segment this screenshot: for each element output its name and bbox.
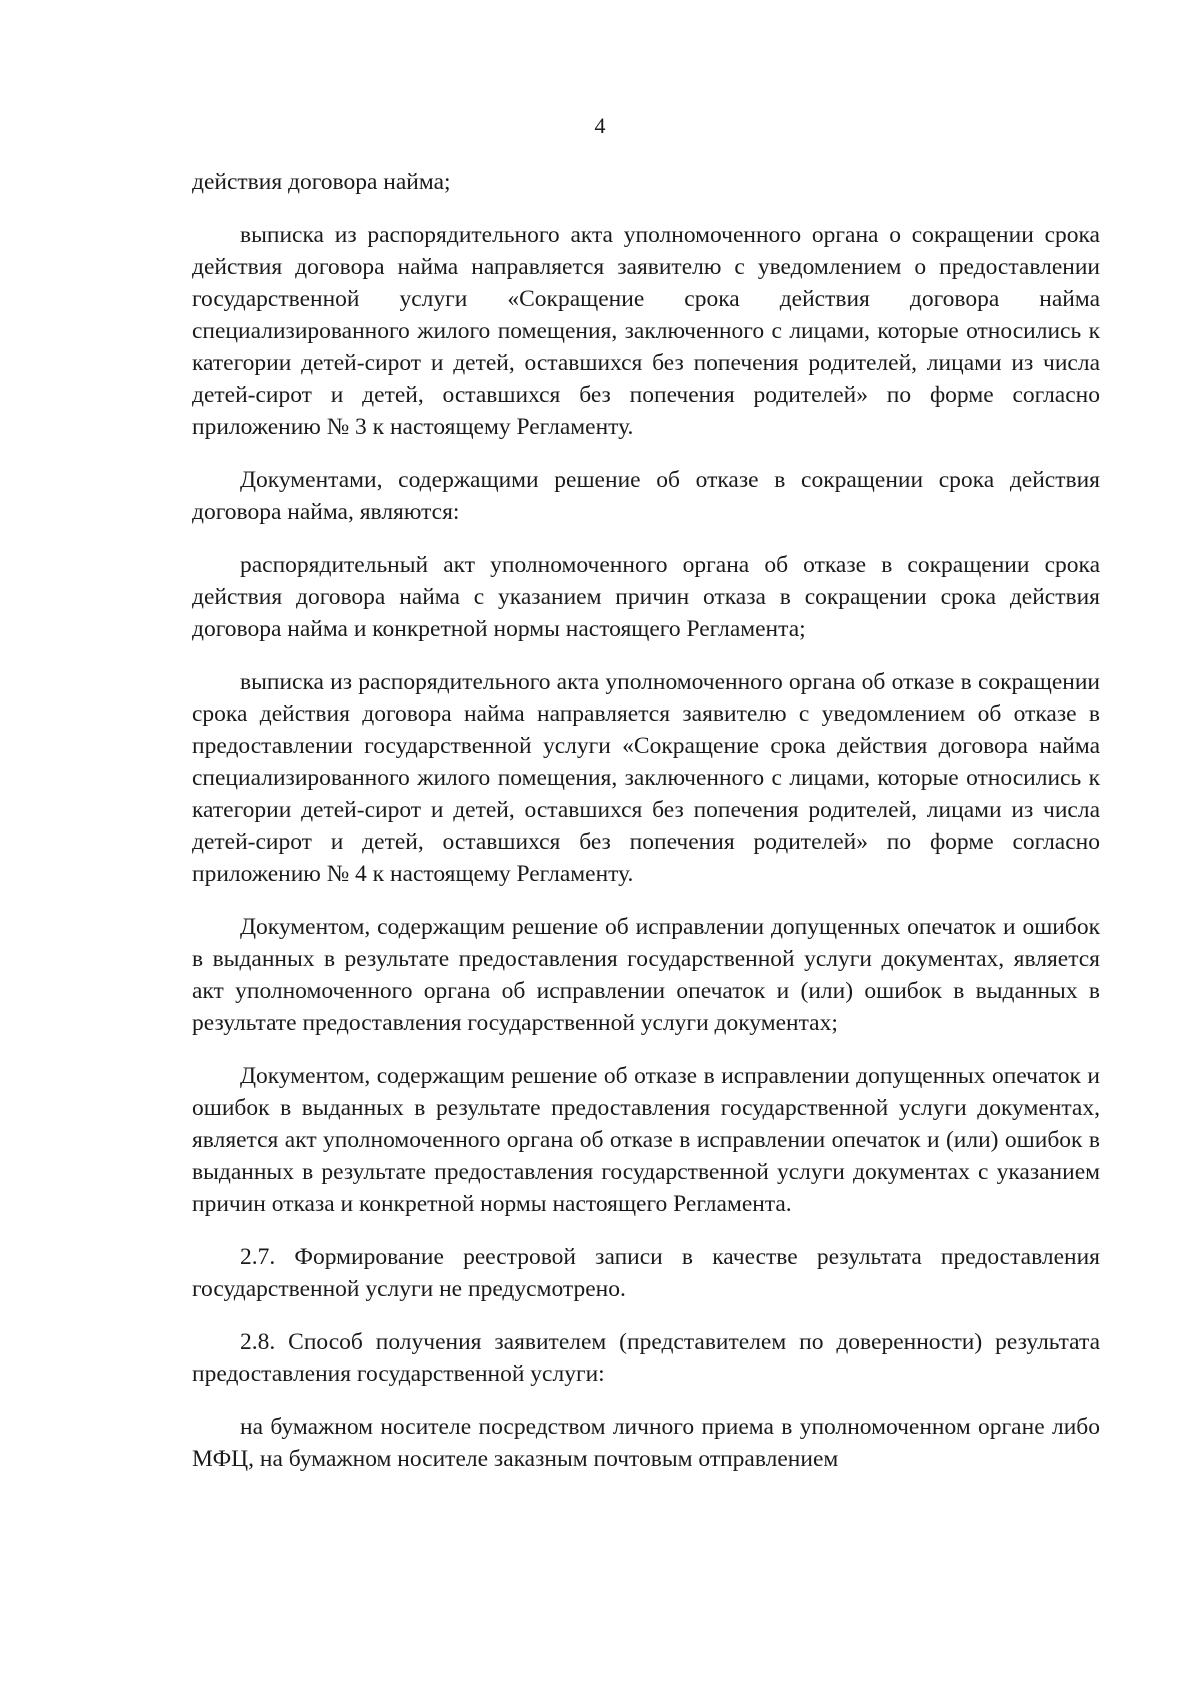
paragraph-extract-notice: выписка из распорядительного акта уполномоченного органа о сокращении срока действия договора найма направляется заявителю с уведомлением о предоставлении государственной услуги «Сокращение срока действия договора найма специализированного жилого помещения, заключенного с лицами, которые относились к категории детей-сирот и детей, оставшихся без попечения родителей, лицами из числа детей-сирот и детей, оставшихся без попечения родителей» по форме согласно приложению № 3 к настоящему Регламенту. <box>192 222 1100 440</box>
paragraph-paper-delivery: на бумажном носителе посредством личного приема в уполномоченном органе либо МФЦ, на бумажном носителе заказным почтовым отправлением <box>192 1414 1100 1472</box>
paragraph-refusal-act: распорядительный акт уполномоченного органа об отказе в сокращении срока действия договора найма с указанием причин отказа в сокращении срока действия договора найма и конкретной нормы настоящего Регламента; <box>192 552 1100 642</box>
document-body <box>192 166 1100 1475</box>
paragraph-refusal-documents: Документами, содержащими решение об отказе в сокращении срока действия договора найма, являются: <box>192 467 1100 525</box>
paragraph-section-2-7: 2.7. Формирование реестровой записи в качестве результата предоставления государственной услуги не предусмотрено. <box>192 1244 1100 1302</box>
paragraph-correction-refusal: Документом, содержащим решение об отказе в исправлении допущенных опечаток и ошибок в выданных в результате предоставления государственной услуги документах, является акт уполномоченного органа об отказе в исправлении опечаток и (или) ошибок в выданных в результате предоставления государственной услуги документах с указанием причин отказа и конкретной нормы настоящего Регламента. <box>192 1063 1100 1217</box>
paragraph-section-2-8: 2.8. Способ получения заявителем (представителем по доверенности) результата предоставления государственной услуги: <box>192 1329 1100 1387</box>
page-number: 4 <box>594 113 606 138</box>
paragraph-continuation: действия договора найма; <box>192 169 451 195</box>
paragraph-correction-decision: Документом, содержащим решение об исправлении допущенных опечаток и ошибок в выданных в результате предоставления государственной услуги документах, является акт уполномоченного органа об исправлении опечаток и (или) ошибок в выданных в результате предоставления государственной услуги документах; <box>192 914 1100 1036</box>
paragraph-refusal-extract: выписка из распорядительного акта уполномоченного органа об отказе в сокращении срока действия договора найма направляется заявителю с уведомлением об отказе в предоставлении государственной услуги «Сокращение срока действия договора найма специализированного жилого помещения, заключенного с лицами, которые относились к категории детей-сирот и детей, оставшихся без попечения родителей, лицами из числа детей-сирот и детей, оставшихся без попечения родителей» по форме согласно приложению № 4 к настоящему Регламенту. <box>192 669 1100 887</box>
